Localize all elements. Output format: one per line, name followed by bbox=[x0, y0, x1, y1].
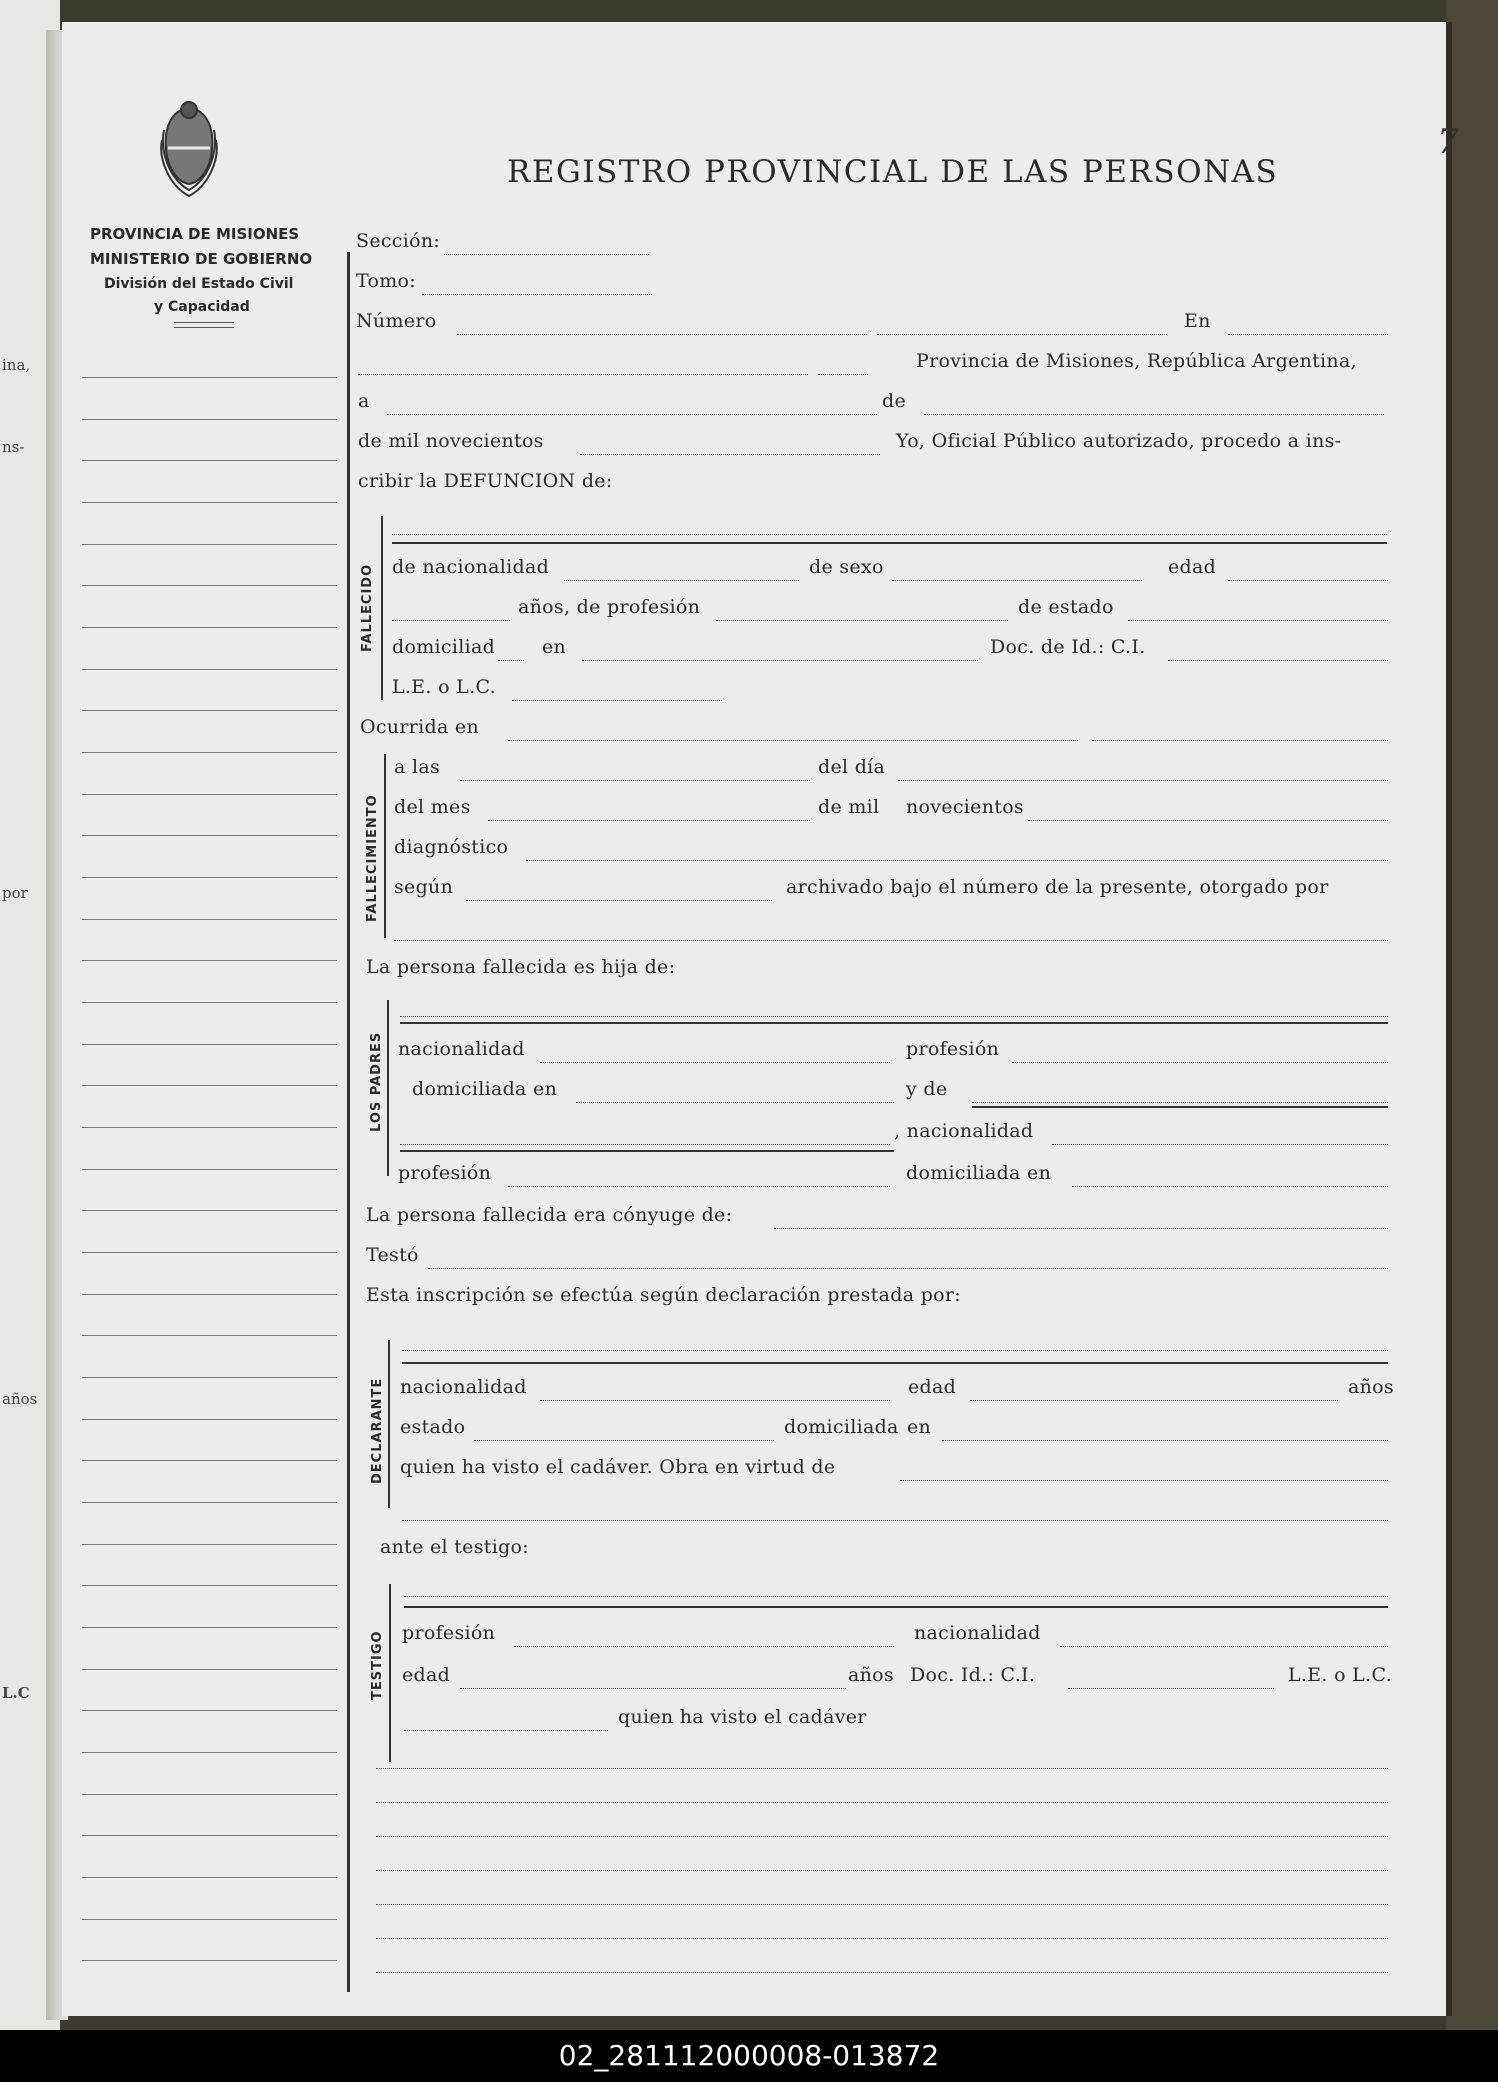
deceased-name-field[interactable] bbox=[392, 534, 1387, 535]
declarante-nacionalidad-field[interactable] bbox=[540, 1400, 890, 1401]
padre-nacionalidad-label: nacionalidad bbox=[398, 1038, 525, 1060]
numero-field[interactable] bbox=[457, 334, 867, 335]
seccion-field[interactable] bbox=[444, 254, 649, 255]
left-page-fragment: años bbox=[2, 1390, 38, 1408]
madre-profesion-field[interactable] bbox=[508, 1186, 890, 1187]
en-label: En bbox=[1184, 310, 1211, 332]
testigo-quien-label: quien ha visto el cadáver bbox=[618, 1706, 867, 1728]
testigo-anos-label: años bbox=[848, 1664, 894, 1686]
padres-bracket bbox=[387, 1000, 389, 1176]
declarante-nacionalidad-label: nacionalidad bbox=[400, 1376, 527, 1398]
stub-line bbox=[82, 794, 337, 795]
stub-line bbox=[82, 1919, 337, 1920]
left-page-fragment: ns- bbox=[2, 438, 25, 456]
provincia-text: Provincia de Misiones, República Argentina, bbox=[916, 350, 1357, 372]
fallecido-section-label: FALLECIDO bbox=[360, 563, 375, 652]
del-mes-label: del mes bbox=[394, 796, 471, 818]
testigo-nacionalidad-field[interactable] bbox=[1060, 1646, 1388, 1647]
separator bbox=[404, 1606, 1388, 1608]
declarante-section-label: DECLARANTE bbox=[370, 1377, 385, 1484]
testigo-edad-field[interactable] bbox=[460, 1688, 846, 1689]
doc-label: Doc. de Id.: C.I. bbox=[990, 636, 1146, 658]
coat-of-arms-icon bbox=[158, 100, 220, 232]
org-division: División del Estado Civil bbox=[104, 276, 294, 292]
org-division: y Capacidad bbox=[154, 299, 250, 315]
separator bbox=[400, 1022, 1388, 1024]
org-province: PROVINCIA DE MISIONES bbox=[90, 225, 300, 243]
registry-page bbox=[62, 22, 1459, 2016]
padre-domicilio-field[interactable] bbox=[576, 1102, 894, 1103]
obra-field[interactable] bbox=[900, 1480, 1388, 1481]
en-field[interactable] bbox=[1228, 334, 1388, 335]
madre-nacionalidad-label: , nacionalidad bbox=[894, 1120, 1034, 1142]
tomo-field[interactable] bbox=[422, 294, 652, 295]
a-label: a bbox=[358, 390, 370, 412]
stub-line bbox=[82, 1585, 337, 1586]
archivado-text: archivado bajo el número de la presente, otorgado por bbox=[786, 876, 1329, 898]
margin-rule bbox=[347, 252, 350, 1992]
divider bbox=[174, 327, 234, 328]
hora-field[interactable] bbox=[460, 780, 810, 781]
place-field[interactable] bbox=[358, 374, 808, 375]
stub-line bbox=[82, 1752, 337, 1753]
declarante-domicilio-field[interactable] bbox=[942, 1440, 1388, 1441]
fallecido-bracket bbox=[381, 516, 383, 700]
declarante-anos-label: años bbox=[1348, 1376, 1394, 1398]
fallecimiento-bracket bbox=[384, 754, 386, 938]
observation-line[interactable] bbox=[376, 1768, 1388, 1769]
testigo-edad-label: edad bbox=[402, 1664, 451, 1686]
hija-de-label: La persona fallecida es hija de: bbox=[366, 956, 676, 978]
madre-domicilio-field[interactable] bbox=[1072, 1186, 1388, 1187]
declarante-domiciliada-label: domiciliada bbox=[784, 1416, 899, 1438]
madre-profesion-label: profesión bbox=[398, 1162, 492, 1184]
declarante-name-field[interactable] bbox=[402, 1350, 1388, 1351]
numero-label: Número bbox=[356, 310, 437, 332]
y-de-label: y de bbox=[906, 1078, 948, 1100]
estado-field[interactable] bbox=[1128, 620, 1388, 621]
document-title: REGISTRO PROVINCIAL DE LAS PERSONAS bbox=[507, 154, 1279, 190]
stub-line bbox=[82, 960, 337, 961]
testigo-le-lc-label: L.E. o L.C. bbox=[1288, 1664, 1392, 1686]
declarante-en-label: en bbox=[907, 1416, 932, 1438]
de-mil-label: de mil bbox=[818, 796, 880, 818]
day-field[interactable] bbox=[387, 414, 877, 415]
edad-field[interactable] bbox=[1228, 580, 1388, 581]
stub-line bbox=[82, 752, 337, 753]
a-las-label: a las bbox=[394, 756, 441, 778]
tomo-label: Tomo: bbox=[356, 270, 416, 292]
segun-label: según bbox=[394, 876, 454, 898]
mes-field[interactable] bbox=[488, 820, 810, 821]
stub-line bbox=[82, 460, 337, 461]
ante-testigo-label: ante el testigo: bbox=[380, 1536, 529, 1558]
dia-field[interactable] bbox=[898, 780, 1388, 781]
stub-line bbox=[82, 419, 337, 420]
stub-line bbox=[82, 1335, 337, 1336]
observation-line[interactable] bbox=[376, 1904, 1388, 1905]
nacionalidad-label: de nacionalidad bbox=[392, 556, 550, 578]
left-page-fragment: L.C bbox=[2, 1684, 30, 1702]
fallecimiento-section-label: FALLECIMIENTO bbox=[365, 794, 380, 922]
stub-line bbox=[82, 1877, 337, 1878]
testigo-name-field[interactable] bbox=[404, 1596, 1388, 1597]
testo-field[interactable] bbox=[428, 1268, 1388, 1269]
segun-field[interactable] bbox=[466, 900, 772, 901]
domiciliad-suffix[interactable] bbox=[498, 660, 524, 661]
anio-field[interactable] bbox=[1028, 820, 1388, 821]
stub-line bbox=[82, 1669, 337, 1670]
separator bbox=[972, 1106, 1388, 1108]
domicilio-field[interactable] bbox=[582, 660, 978, 661]
separator bbox=[400, 1150, 894, 1152]
le-lc-field[interactable] bbox=[512, 700, 722, 701]
estado-label: de estado bbox=[1018, 596, 1114, 618]
declarante-quien-label: quien ha visto el cadáver. Obra en virtud de bbox=[400, 1456, 836, 1478]
testigo-quien-field[interactable] bbox=[404, 1730, 608, 1731]
age-field[interactable] bbox=[392, 620, 510, 621]
book-cover-edge bbox=[1446, 0, 1498, 2030]
stub-line bbox=[82, 1210, 337, 1211]
stub-line bbox=[82, 1960, 337, 1961]
testigo-bracket bbox=[389, 1584, 391, 1762]
testigo-ci-field[interactable] bbox=[1068, 1688, 1274, 1689]
ci-field[interactable] bbox=[1168, 660, 1388, 661]
observation-line[interactable] bbox=[376, 1836, 1388, 1837]
mother-name-field-2[interactable] bbox=[400, 1144, 890, 1145]
en-label: en bbox=[542, 636, 567, 658]
madre-domicilio-label: domiciliada en bbox=[906, 1162, 1052, 1184]
diagnostico-field[interactable] bbox=[526, 860, 1388, 861]
otorgado-field[interactable] bbox=[394, 940, 1388, 941]
observation-line[interactable] bbox=[376, 1802, 1388, 1803]
testigo-profesion-label: profesión bbox=[402, 1622, 496, 1644]
observation-line[interactable] bbox=[376, 1972, 1388, 1973]
stub-line bbox=[82, 627, 337, 628]
diagnostico-label: diagnóstico bbox=[394, 836, 509, 858]
stub-line bbox=[82, 1377, 337, 1378]
declarante-bracket bbox=[388, 1340, 390, 1508]
declarante-edad-field[interactable] bbox=[970, 1400, 1338, 1401]
stub-line bbox=[82, 377, 337, 378]
sexo-label: de sexo bbox=[809, 556, 884, 578]
left-page-fragment: ina, bbox=[2, 356, 31, 374]
observation-line[interactable] bbox=[376, 1870, 1388, 1871]
stub-line bbox=[82, 544, 337, 545]
stub-line bbox=[82, 1835, 337, 1836]
anos-profesion-label: años, de profesión bbox=[518, 596, 701, 618]
conyuge-field[interactable] bbox=[774, 1228, 1388, 1229]
de-label: de bbox=[882, 390, 907, 412]
de-mil-label: de mil novecientos bbox=[358, 430, 544, 452]
declarante-estado-field[interactable] bbox=[474, 1440, 774, 1441]
stub-line bbox=[82, 877, 337, 878]
ocurrida-field[interactable] bbox=[508, 740, 1078, 741]
stub-line bbox=[82, 1460, 337, 1461]
oficial-text: Yo, Oficial Público autorizado, procedo a ins- bbox=[896, 430, 1342, 452]
stub-line bbox=[82, 835, 337, 836]
testo-label: Testó bbox=[366, 1244, 419, 1266]
stub-line bbox=[82, 1085, 337, 1086]
stub-line bbox=[82, 1294, 337, 1295]
stub-line bbox=[82, 919, 337, 920]
testigo-section-label: TESTIGO bbox=[370, 1630, 385, 1700]
stub-line bbox=[82, 1002, 337, 1003]
ocurrida-label: Ocurrida en bbox=[360, 716, 480, 738]
conyuge-label: La persona fallecida era cónyuge de: bbox=[366, 1204, 733, 1226]
sexo-field[interactable] bbox=[892, 580, 1142, 581]
org-ministry: MINISTERIO DE GOBIERNO bbox=[90, 250, 313, 268]
stub-line bbox=[82, 1502, 337, 1503]
stub-line bbox=[82, 1710, 337, 1711]
declarante-estado-label: estado bbox=[400, 1416, 466, 1438]
observation-line[interactable] bbox=[376, 1938, 1388, 1939]
father-name-field[interactable] bbox=[400, 1016, 1388, 1017]
padre-profesion-field[interactable] bbox=[1012, 1062, 1388, 1063]
obra-field-2[interactable] bbox=[402, 1520, 1388, 1521]
testigo-profesion-field[interactable] bbox=[514, 1646, 894, 1647]
scan-id-bar: 02_281112000008-013872 bbox=[0, 2030, 1498, 2082]
stub-line bbox=[82, 502, 337, 503]
stub-line bbox=[82, 1544, 337, 1545]
mother-name-field[interactable] bbox=[972, 1102, 1388, 1103]
year-field[interactable] bbox=[580, 454, 880, 455]
stub-line bbox=[82, 1127, 337, 1128]
le-lc-label: L.E. o L.C. bbox=[392, 676, 496, 698]
padre-profesion-label: profesión bbox=[906, 1038, 1000, 1060]
padre-nacionalidad-field[interactable] bbox=[540, 1062, 890, 1063]
madre-nacionalidad-field[interactable] bbox=[1052, 1144, 1388, 1145]
stub-line bbox=[82, 585, 337, 586]
novecientos-label: novecientos bbox=[906, 796, 1024, 818]
place-field-2[interactable] bbox=[818, 374, 868, 375]
nacionalidad-field[interactable] bbox=[564, 580, 799, 581]
profesion-field[interactable] bbox=[716, 620, 1008, 621]
divider bbox=[174, 322, 234, 323]
ocurrida-field-2[interactable] bbox=[1092, 740, 1388, 741]
edad-label: edad bbox=[1168, 556, 1217, 578]
stub-line bbox=[82, 1419, 337, 1420]
stub-line bbox=[82, 669, 337, 670]
cribir-text: cribir la DEFUNCION de: bbox=[358, 470, 613, 492]
stub-line bbox=[82, 1794, 337, 1795]
stub-line bbox=[82, 710, 337, 711]
stub-line bbox=[82, 1044, 337, 1045]
stub-line bbox=[82, 1169, 337, 1170]
seccion-label: Sección: bbox=[356, 230, 441, 252]
padres-section-label: LOS PADRES bbox=[369, 1031, 384, 1132]
domiciliad-label: domiciliad bbox=[392, 636, 496, 658]
page-number: 7 bbox=[1437, 122, 1459, 162]
testigo-nacionalidad-label: nacionalidad bbox=[914, 1622, 1041, 1644]
month-field[interactable] bbox=[924, 414, 1384, 415]
separator bbox=[392, 542, 1387, 544]
left-page-fragment: por bbox=[2, 884, 28, 902]
padre-domicilio-label: domiciliada en bbox=[412, 1078, 558, 1100]
testigo-doc-label: Doc. Id.: C.I. bbox=[910, 1664, 1036, 1686]
separator bbox=[402, 1362, 1388, 1364]
declarante-edad-label: edad bbox=[908, 1376, 957, 1398]
numero-field-2[interactable] bbox=[877, 334, 1167, 335]
declaracion-label: Esta inscripción se efectúa según declaración prestada por: bbox=[366, 1284, 962, 1306]
stub-line bbox=[82, 1252, 337, 1253]
del-dia-label: del día bbox=[818, 756, 886, 778]
stub-line bbox=[82, 1627, 337, 1628]
